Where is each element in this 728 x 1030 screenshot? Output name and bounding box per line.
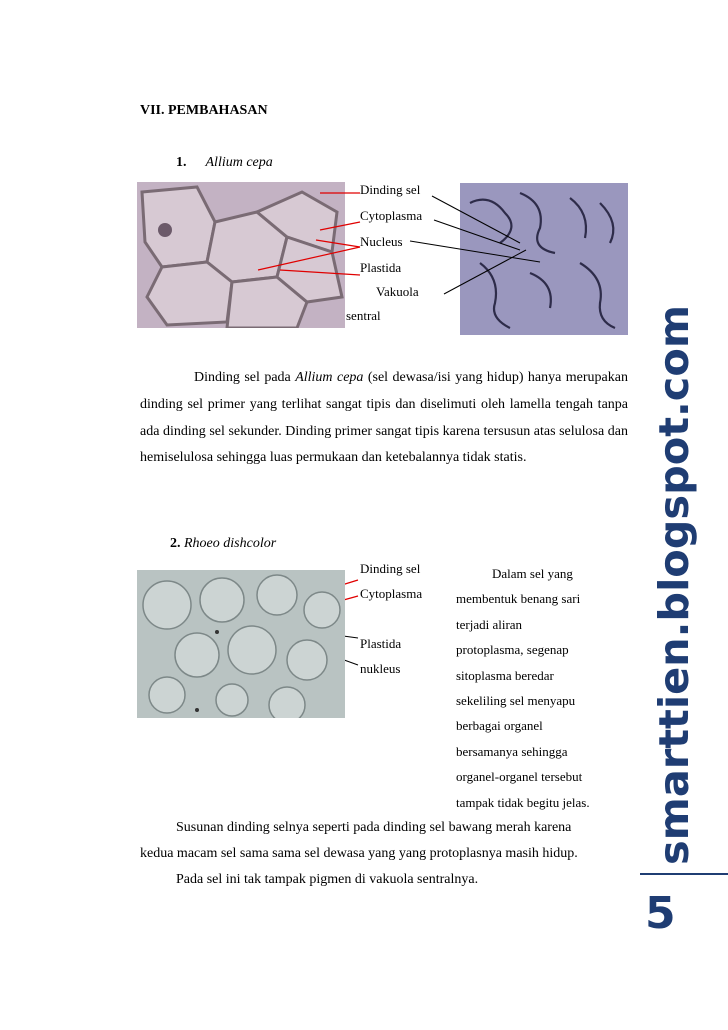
side-line: tampak tidak begitu jelas. [456,794,590,810]
label-cytoplasma-2: Cytoplasma [360,586,423,601]
micrograph-rhoeo [137,570,345,718]
subsection-heading-rhoeo [170,536,276,552]
page-number-divider [640,873,728,875]
side-line: sekeliling sel menyapu [456,693,576,709]
paragraph-rhoeo-line1: Susunan dinding selnya seperti pada dinding sel bawang merah karena [176,820,572,835]
watermark-blog-url [642,300,704,870]
side-line: berbagai organel [456,718,543,734]
label-nucleus: Nucleus [360,234,403,249]
paragraph-rhoeo-line3: Pada sel ini tak tampak pigmen di vakuola sentralnya. [176,872,479,887]
label-plastida: Plastida [360,260,402,275]
section-title: VII. PEMBAHASAN [140,103,268,118]
watermark-text: smarttien.blogspot.com [650,310,698,865]
side-line: protoplasma, segenap [456,642,569,658]
subsection-species: Allium cepa [205,155,273,170]
side-line: sitoplasma beredar [456,667,554,683]
label-vakuola: Vakuola [376,284,419,299]
side-description-rhoeo [456,561,626,815]
side-line: bersamanya sehingga [456,743,568,759]
side-line: terjadi aliran [456,616,523,632]
paragraph-allium [140,365,628,472]
paragraph-rhoeo-line2: kedua macam sel sama sama sel dewasa yang yang protoplasnya masih hidup. [140,846,578,861]
label-dinding-sel-2: Dinding sel [360,561,421,576]
red-pointers [258,193,360,275]
paragraph-species: Allium cepa [295,370,364,385]
side-line: organel-organel tersebut [456,769,583,785]
rhoeo-cells-illustration [137,570,345,718]
paragraph-post: (sel dewasa/isi yang hidup) hanya merupakan dinding sel primer yang terlihat sangat tipis dan diselimuti oleh lamella tengah tanpa ada dinding sel sekunder. Dinding primer sangat tipis karena tersusun atas selulosa dan hemiselulosa sehingga luas permukaan dan ketebalannya tidak statis. [140,370,628,466]
side-line: Dalam sel yang [492,566,573,581]
black-pointers [410,196,540,294]
subsection-number: 2. [170,536,181,551]
page-number: 5 [645,888,676,939]
label-cytoplasma: Cytoplasma [360,208,423,223]
label-vakuola-sentral: sentral [346,308,381,323]
label-nukleus-2: nukleus [360,661,401,676]
subsection-number: 1. [176,155,187,170]
subsection-species: Rhoeo dishcolor [184,536,277,551]
label-plastida-2: Plastida [360,636,402,651]
side-line: membentuk benang sari [456,591,581,607]
label-dinding-sel: Dinding sel [360,182,421,197]
paragraph-pre: Dinding sel pada [194,370,296,385]
